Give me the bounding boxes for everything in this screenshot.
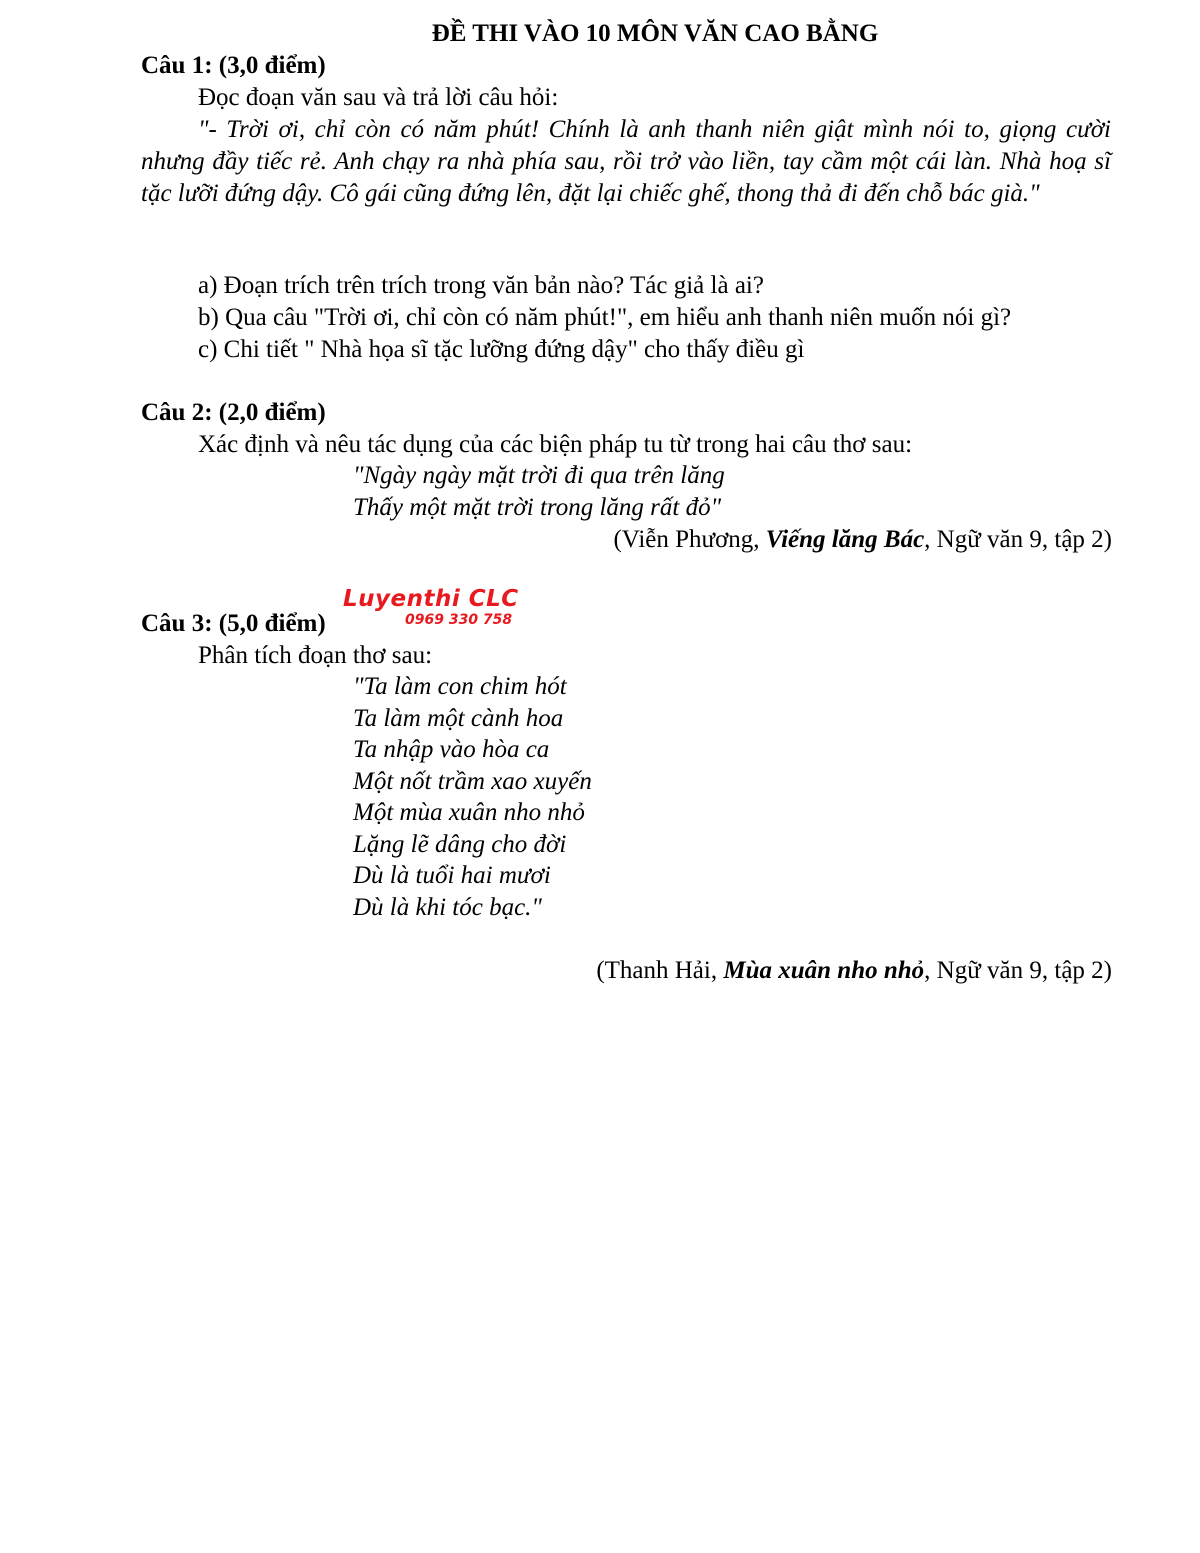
- q1-instruction: Đọc đoạn văn sau và trả lời câu hỏi:: [198, 84, 559, 111]
- q3-poem-line: Một mùa xuân nho nhỏ: [353, 799, 585, 826]
- q1-heading: Câu 1: (3,0 điểm): [141, 52, 326, 79]
- q2-source-suffix: , Ngữ văn 9, tập 2): [924, 526, 1112, 553]
- q3-poem-line: "Ta làm con chim hót: [353, 673, 567, 700]
- q3-heading: Câu 3: (5,0 điểm): [141, 610, 326, 637]
- q3-source-work: Mùa xuân nho nhỏ: [723, 957, 925, 984]
- q3-poem-line: Ta nhập vào hòa ca: [353, 736, 550, 763]
- q3-poem-line: Dù là tuổi hai mươi: [353, 862, 551, 889]
- q3-instruction: Phân tích đoạn thơ sau:: [198, 642, 433, 669]
- q2-poem-line: "Ngày ngày mặt trời đi qua trên lăng: [353, 462, 725, 489]
- watermark-logo: [343, 586, 573, 634]
- q3-source-suffix: , Ngữ văn 9, tập 2): [924, 957, 1112, 984]
- q1-item-a: a) Đoạn trích trên trích trong văn bản nào? Tác giả là ai?: [198, 272, 764, 299]
- q3-source-prefix: (Thanh Hải,: [596, 957, 724, 984]
- exam-title: ĐỀ THI VÀO 10 MÔN VĂN CAO BẰNG: [431, 20, 879, 47]
- q1-item-b: b) Qua câu "Trời ơi, chỉ còn có năm phút!", em hiểu anh thanh niên muốn nói gì?: [198, 304, 1012, 331]
- q2-source-work: Viếng lăng Bác: [765, 526, 925, 553]
- q3-poem-line: Dù là khi tóc bạc.": [353, 894, 542, 921]
- watermark-phone: 0969 330 758: [405, 612, 513, 628]
- q3-poem-line: Một nốt trầm xao xuyến: [353, 768, 592, 795]
- q2-source: [613, 524, 1112, 556]
- q3-poem-line: Lặng lẽ dâng cho đời: [353, 831, 567, 858]
- watermark-name: Luyenthi CLC: [343, 586, 519, 612]
- q1-item-c: c) Chi tiết " Nhà họa sĩ tặc lưỡng đứng dậy" cho thấy điều gì: [198, 336, 805, 363]
- q2-instruction: Xác định và nêu tác dụng của các biện pháp tu từ trong hai câu thơ sau:: [198, 431, 913, 458]
- q2-poem-line: Thấy một mặt trời trong lăng rất đỏ": [353, 494, 722, 521]
- q3-poem-line: Ta làm một cành hoa: [353, 705, 564, 732]
- q2-heading: Câu 2: (2,0 điểm): [141, 399, 326, 426]
- q1-passage: "- Trời ơi, chỉ còn có năm phút! Chính là anh thanh niên giật mình nói to, giọng cười nhưng đầy tiếc rẻ. Anh chạy ra nhà phía sau, rồi trở vào liền, tay cầm một cái làn. Nhà hoạ sĩ tặc lưỡi đứng dậy. Cô gái cũng đứng lên, đặt lại chiếc ghế, thong thả đi đến chỗ bác già.": [141, 116, 1111, 207]
- q2-source-prefix: (Viễn Phương,: [613, 526, 766, 553]
- q3-source: [596, 955, 1112, 987]
